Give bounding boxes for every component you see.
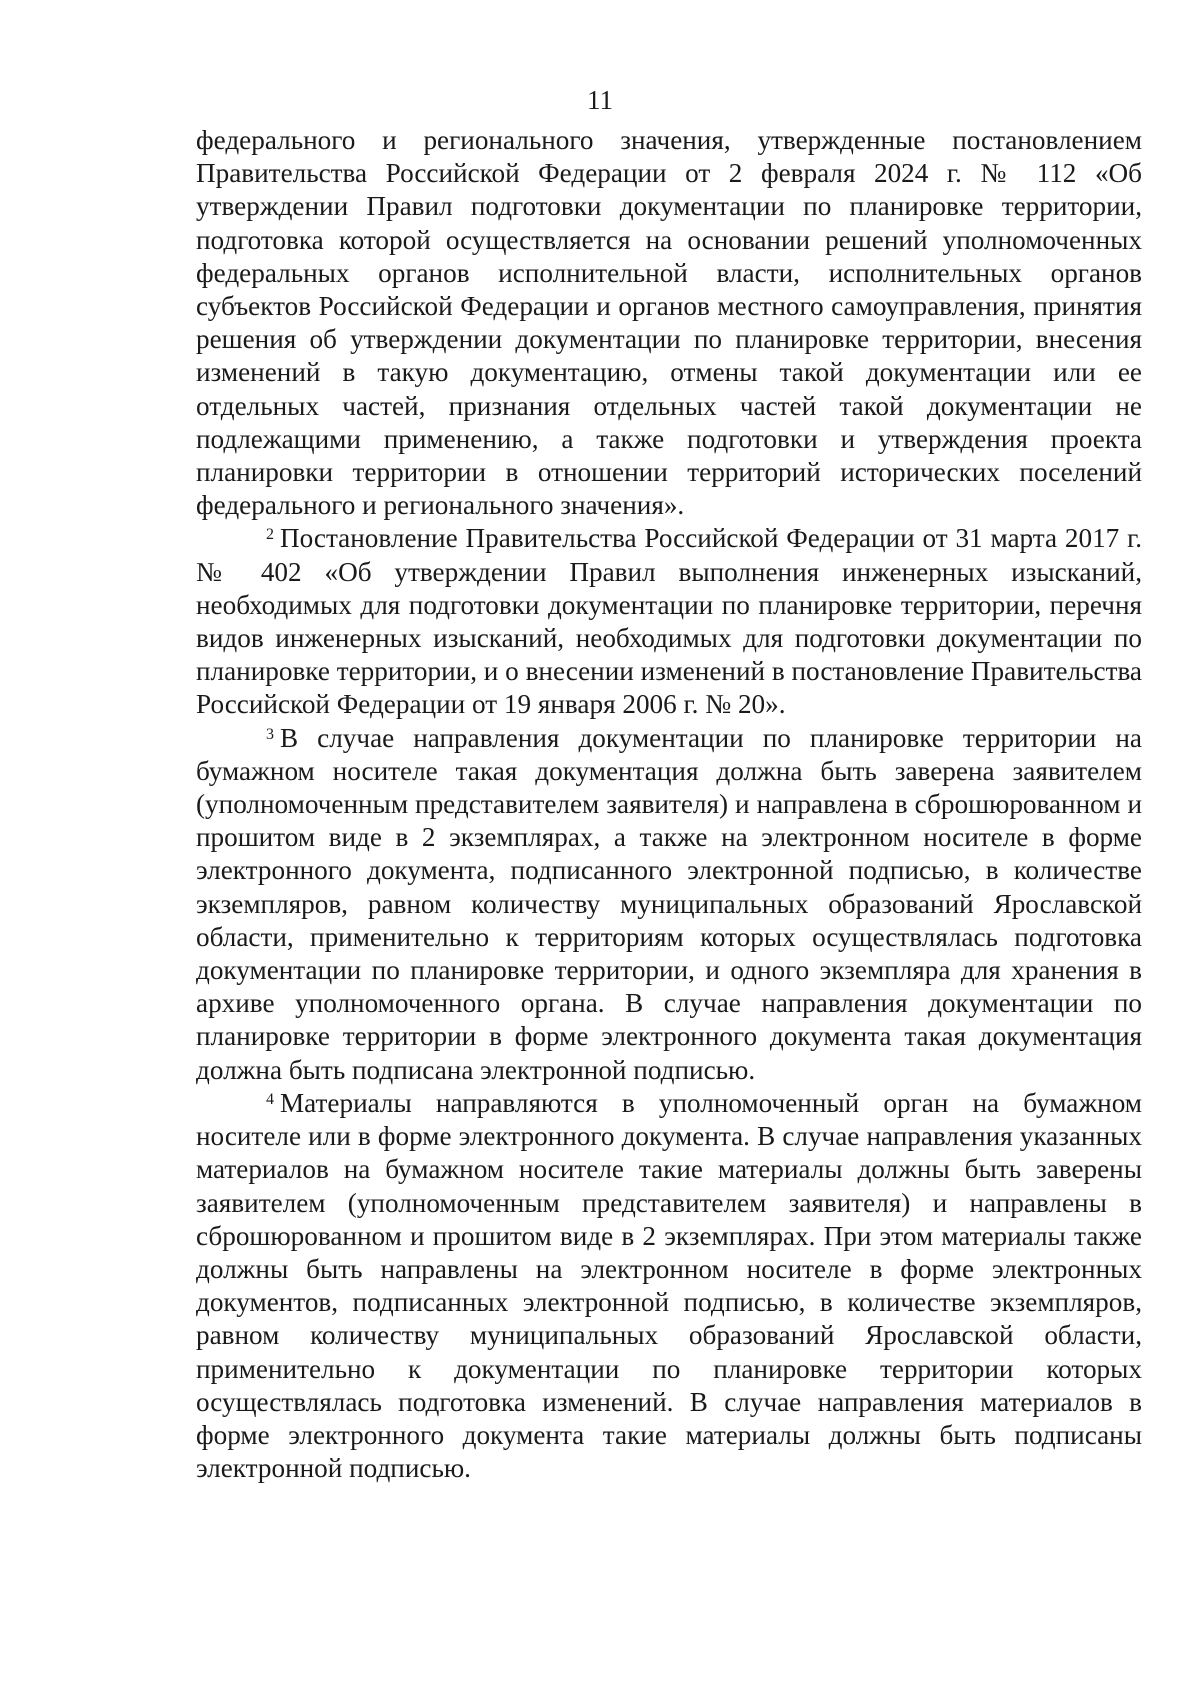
footnote-text: В случае направления документации по планировке территории на бумажном носителе такая документация должна быть заверена заявителем (уполномоченным представителем заявителя) и направлена в сброшюрованном и прошитом виде в 2 экземплярах, а также на электронном носителе в форме электронного документа, подписанного электронной подписью, в количестве экземпляров, равном количеству муниципальных образований Ярославской области, применительно к территориям которых осуществлялась подготовка документации по планировке территории, и одного экземпляра для хранения в архиве уполномоченного органа. В случае направления документации по планировке территории в форме электронного документа такая документация должна быть подписана электронной подписью. xyxy=(196,722,1142,1085)
footnote-marker: 3 xyxy=(266,725,274,743)
footnote-marker: 2 xyxy=(266,526,274,544)
footnote-2 xyxy=(196,522,1142,721)
footnote-text: федерального и регионального значения, утвержденные постановлением Правительства Российской Федерации от 2 февраля 2024 г. № 112 «Об утверждении Правил подготовки документации по планировке территории, подготовка которой осуществляется на основании решений уполномоченных федеральных органов исполнительной власти, исполнительных органов субъектов Российской Федерации и органов местного самоуправления, принятия решения об утверждении документации по планировке территории, внесения изменений в такую документацию, отмены такой документации или ее отдельных частей, признания отдельных частей такой документации не подлежащими применению, а также подготовки и утверждения проекта планировки территории в отношении территорий исторических поселений федерального и регионального значения». xyxy=(196,125,1142,521)
footnotes-body xyxy=(196,124,1142,1485)
footnote-4 xyxy=(196,1087,1142,1485)
footnote-3 xyxy=(196,722,1142,1087)
footnote-text: Постановление Правительства Российской Федерации от 31 марта 2017 г. № 402 «Об утверждении Правил выполнения инженерных изысканий, необходимых для подготовки документации по планировке территории, перечня видов инженерных изысканий, необходимых для подготовки документации по планировке территории, и о внесении изменений в постановление Правительства Российской Федерации от 19 января 2006 г. № 20». xyxy=(196,523,1142,720)
footnote-text: Материалы направляются в уполномоченный орган на бумажном носителе или в форме электронного документа. В случае направления указанных материалов на бумажном носителе такие материалы должны быть заверены заявителем (уполномоченным представителем заявителя) и направлены в сброшюрованном и прошитом виде в 2 экземплярах. При этом материалы также должны быть направлены на электронном носителе в форме электронных документов, подписанных электронной подписью, в количестве экземпляров, равном количеству муниципальных образований Ярославской области, применительно к документации по планировке территории которых осуществлялась подготовка изменений. В случае направления материалов в форме электронного документа такие материалы должны быть подписаны электронной подписью. xyxy=(196,1087,1142,1484)
page-number: 11 xyxy=(587,85,613,115)
footnote-continuation xyxy=(196,124,1142,522)
footnote-marker: 4 xyxy=(266,1090,274,1108)
